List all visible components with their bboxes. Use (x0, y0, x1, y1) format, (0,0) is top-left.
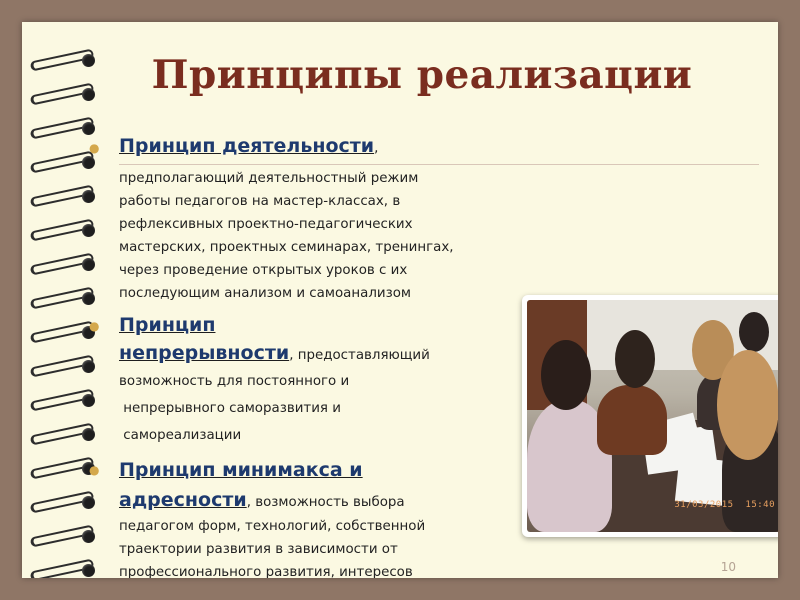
description-line: непрерывного саморазвития и (119, 401, 341, 416)
bullet-heading-suffix: , предоставляющий (289, 348, 430, 363)
bullet-first-line (119, 133, 759, 165)
spiral-hole (82, 156, 95, 169)
spiral-hole (82, 360, 95, 373)
teachers-workshop-photo (527, 300, 778, 532)
description-line: возможность для постоянного и (119, 374, 350, 389)
spiral-ring-icon (30, 86, 102, 102)
photo-person (597, 385, 667, 455)
bullet-item-activity-principle (89, 133, 778, 305)
spiral-ring-icon (30, 494, 102, 510)
spiral-ring-icon (30, 256, 102, 272)
spiral-binding (22, 52, 112, 578)
bullet-heading-continued: адресности (119, 489, 247, 511)
bullet-item-minimax-principle (89, 455, 519, 578)
photo-person-head (541, 340, 591, 410)
spiral-hole (82, 292, 95, 305)
photo-person-head (739, 312, 769, 352)
photo-date-stamp: 31/03/2015 15:40 (674, 500, 775, 510)
description-line: последующим анализом и самоанализом (119, 286, 411, 301)
spiral-ring-icon (30, 392, 102, 408)
description-line: профессионального развития, интересов (119, 565, 413, 578)
spiral-ring-icon (30, 154, 102, 170)
bullet-heading: Принцип деятельности (119, 135, 375, 157)
bullet-heading: Принцип (119, 314, 216, 336)
bullet-dot-icon: ● (89, 463, 100, 477)
spiral-hole (82, 258, 95, 271)
description-line: мастерских, проектных семинарах, тренингах, (119, 240, 454, 255)
spiral-hole (82, 224, 95, 237)
spiral-ring-icon (30, 562, 102, 578)
description-line: педагогом форм, технологий, собственной (119, 519, 426, 534)
bullet-dot-icon: ● (89, 319, 100, 333)
spiral-hole (82, 530, 95, 543)
spiral-hole (82, 54, 95, 67)
photo-person-head (717, 350, 778, 460)
spiral-hole (82, 88, 95, 101)
spiral-ring-icon (30, 222, 102, 238)
bullet-dot-icon: ● (89, 141, 100, 155)
spiral-ring-icon (30, 358, 102, 374)
spiral-hole (82, 122, 95, 135)
bullet-heading-suffix: , возможность выбора (246, 495, 405, 510)
bullet-item-continuity-principle (89, 311, 519, 449)
photo-person-head (615, 330, 655, 388)
spiral-ring-icon (30, 52, 102, 68)
page-number: 10 (720, 560, 736, 574)
bullet-heading-line (119, 339, 519, 368)
spiral-hole (82, 564, 95, 577)
spiral-ring-icon (30, 528, 102, 544)
spiral-ring-icon (30, 290, 102, 306)
spiral-hole (82, 190, 95, 203)
slide (22, 22, 778, 578)
spiral-hole (82, 394, 95, 407)
description-line: через проведение открытых уроков с их (119, 263, 408, 278)
slide-title: Принципы реализации (151, 52, 693, 98)
bullet-heading-suffix: , (374, 141, 379, 156)
spiral-ring-icon (30, 188, 102, 204)
spiral-hole (82, 496, 95, 509)
description-line: предполагающий деятельностный режим (119, 171, 419, 186)
bullet-heading-line (119, 485, 519, 515)
description-line: работы педагогов на мастер-классах, в (119, 194, 401, 209)
description-line: самореализации (119, 428, 242, 443)
description-line: рефлексивных проектно-педагогических (119, 217, 413, 232)
description-line: траектории развития в зависимости от (119, 542, 398, 557)
bullet-heading-continued: непрерывности (119, 342, 290, 364)
photo-frame (522, 295, 778, 537)
spiral-ring-icon (30, 120, 102, 136)
bullet-heading: Принцип минимакса и (119, 459, 363, 481)
spiral-hole (82, 428, 95, 441)
spiral-ring-icon (30, 426, 102, 442)
bullet-description (119, 167, 549, 305)
